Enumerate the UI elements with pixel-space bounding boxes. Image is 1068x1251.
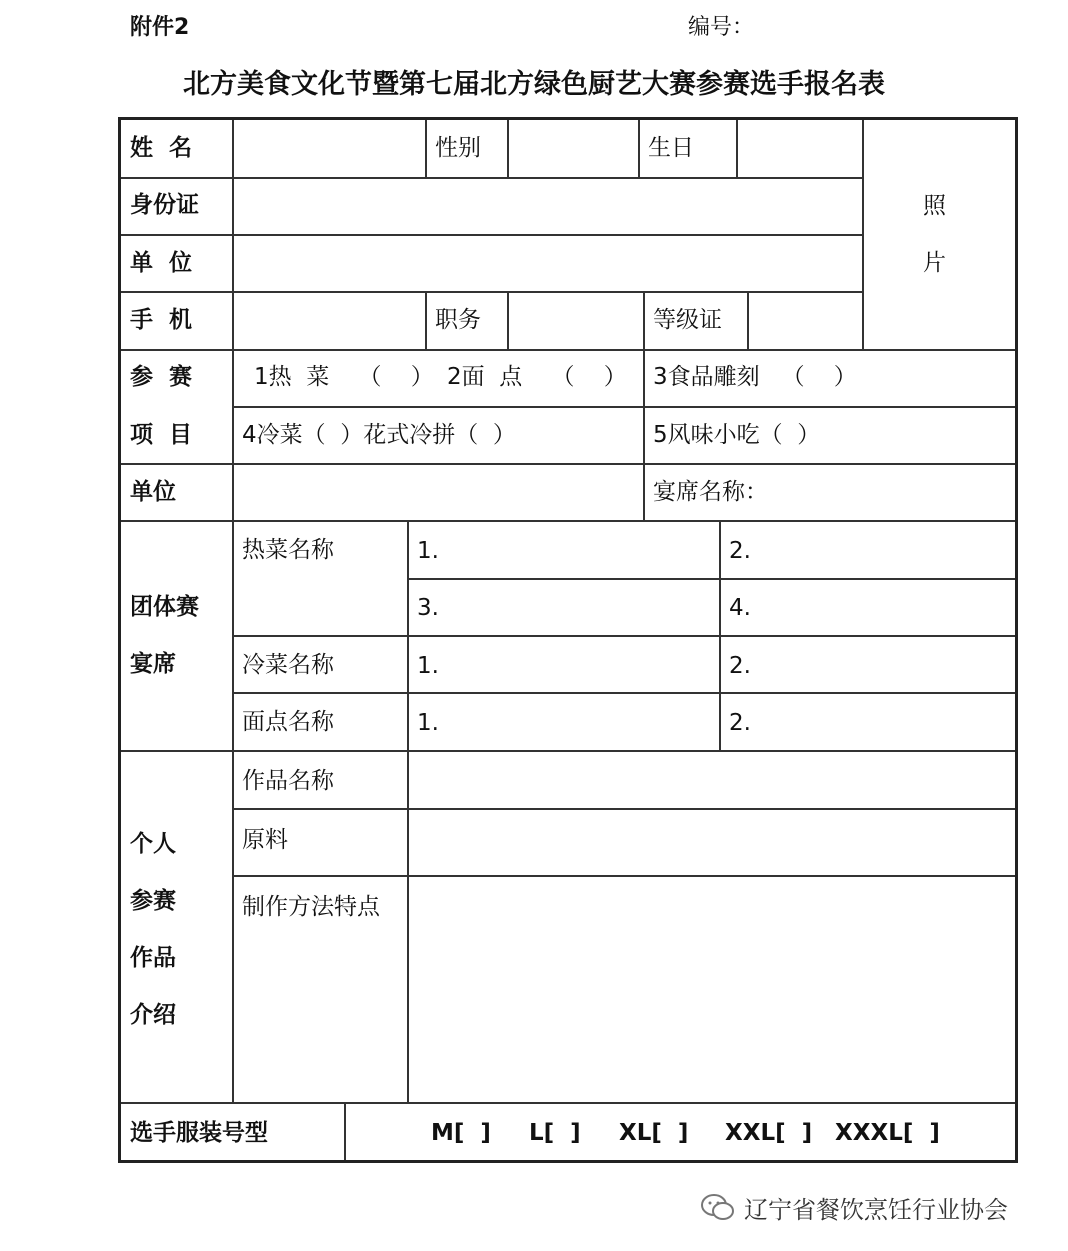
method-label: 制作方法特点	[242, 894, 380, 920]
work-name-label: 作品名称	[242, 768, 334, 794]
pastry-2: 2.	[729, 710, 751, 736]
size-xxl: XXL[ ]	[725, 1120, 813, 1146]
col-line	[736, 120, 738, 177]
col-line	[232, 120, 234, 1102]
birthday-label: 生日	[648, 135, 694, 161]
watermark-text: 辽宁省餐饮烹饪行业协会	[744, 1196, 1008, 1224]
grade-cert-label: 等级证	[653, 307, 722, 333]
option-hot-dish: 1热 菜 （ ）	[254, 364, 434, 390]
col-line	[425, 120, 427, 177]
col-line	[747, 291, 749, 349]
row-line	[232, 692, 1015, 694]
id-card-label: 身份证	[130, 192, 199, 218]
col-line	[344, 1102, 346, 1160]
gender-label: 性别	[435, 135, 481, 161]
col-line	[862, 120, 864, 349]
serial-number-label: 编号：	[688, 15, 755, 40]
phone-label: 手 机	[130, 307, 193, 333]
pastry-1: 1.	[417, 710, 439, 736]
col-line	[719, 520, 721, 750]
row-line	[121, 520, 1015, 522]
clothing-size-label: 选手服装号型	[130, 1120, 268, 1146]
col-line	[407, 520, 409, 1102]
cold-dish-1: 1.	[417, 653, 439, 679]
option-carving: 3食品雕刻 （ ）	[653, 364, 857, 390]
watermark	[700, 1190, 1008, 1225]
event-label-2: 项 目	[130, 422, 193, 448]
photo-label-1: 照	[923, 193, 946, 219]
row-line	[121, 349, 1015, 351]
pastry-names-label: 面点名称	[242, 709, 334, 735]
row-line	[121, 463, 1015, 465]
name-label: 姓 名	[130, 135, 193, 161]
col-line	[643, 349, 645, 520]
individual-label-4: 介绍	[130, 1002, 176, 1028]
individual-label-3: 作品	[130, 945, 176, 971]
option-snack: 5风味小吃（ ）	[653, 422, 821, 448]
col-line	[507, 291, 509, 349]
attachment-label: 附件2	[130, 15, 190, 40]
banquet-name-label: 宴席名称：	[653, 479, 768, 505]
option-cold-dish: 4冷菜（ ）花式冷拼（ ）	[242, 422, 516, 448]
hot-dish-1: 1.	[417, 538, 439, 564]
col-line	[507, 120, 509, 177]
position-label: 职务	[435, 307, 481, 333]
cold-dish-names-label: 冷菜名称	[242, 652, 334, 678]
size-xl: XL[ ]	[619, 1120, 689, 1146]
individual-label-1: 个人	[130, 831, 176, 857]
size-m: M[ ]	[431, 1120, 491, 1146]
form-title: 北方美食文化节暨第七届北方绿色厨艺大赛参赛选手报名表	[183, 69, 885, 100]
registration-form	[118, 117, 1018, 1163]
unit-label: 单 位	[130, 250, 193, 276]
col-line	[643, 291, 645, 349]
row-line	[407, 578, 1015, 580]
photo-label-2: 片	[923, 250, 946, 276]
hot-dish-4: 4.	[729, 595, 751, 621]
row-line	[232, 635, 1015, 637]
wechat-icon	[700, 1193, 736, 1223]
col-line	[638, 120, 640, 177]
col-line	[425, 291, 427, 349]
size-xxxl: XXXL[ ]	[835, 1120, 940, 1146]
row-line	[232, 808, 1015, 810]
row-line	[232, 406, 1015, 408]
event-label-1: 参 赛	[130, 364, 193, 390]
team-label-1: 团体赛	[130, 594, 199, 620]
hot-dish-names-label: 热菜名称	[242, 537, 334, 563]
row-line	[121, 1102, 1015, 1104]
ingredients-label: 原料	[242, 827, 288, 853]
hot-dish-2: 2.	[729, 538, 751, 564]
row-line	[121, 750, 1015, 752]
size-l: L[ ]	[529, 1120, 581, 1146]
team-label-2: 宴席	[130, 651, 176, 677]
hot-dish-3: 3.	[417, 595, 439, 621]
individual-label-2: 参赛	[130, 888, 176, 914]
row-line	[232, 875, 1015, 877]
unit2-label: 单位	[130, 479, 176, 505]
cold-dish-2: 2.	[729, 653, 751, 679]
option-pastry: 2面 点 （ ）	[447, 364, 627, 390]
